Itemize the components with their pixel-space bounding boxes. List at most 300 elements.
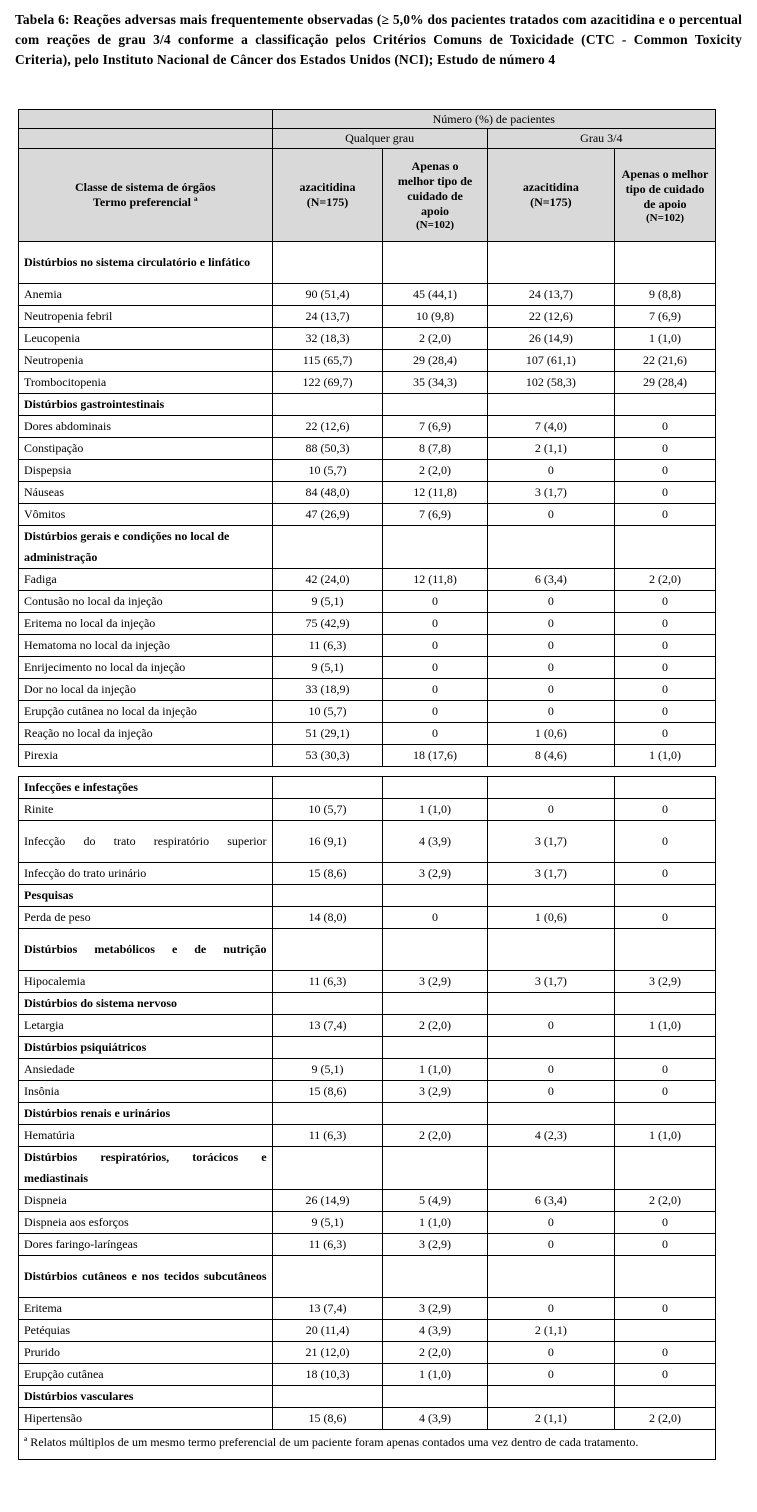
term-cell: Neutropenia febril <box>19 306 273 328</box>
header-corner-2 <box>19 129 273 149</box>
value-cell: 0 <box>614 460 715 482</box>
table-row <box>19 679 716 701</box>
value-cell: 12 (11,8) <box>383 569 487 591</box>
category-label: Distúrbios metabólicos e de nutrição <box>19 929 273 971</box>
value-cell: 0 <box>383 679 487 701</box>
value-cell: 10 (5,7) <box>272 460 383 482</box>
empty-cell <box>487 777 614 799</box>
value-cell: 4 (3,9) <box>383 1408 487 1430</box>
term-cell: Dores faringo-laríngeas <box>19 1234 273 1256</box>
empty-cell <box>383 242 487 284</box>
value-cell: 1 (0,6) <box>487 907 614 929</box>
value-cell: 0 <box>614 1081 715 1103</box>
header-bsc-g34 <box>614 149 715 242</box>
header-row-label-line1: Classe de sistema de órgãos <box>74 180 216 194</box>
category-row <box>19 929 716 971</box>
empty-cell <box>272 929 383 971</box>
header-aza-any <box>272 149 383 242</box>
category-row <box>19 1386 716 1408</box>
header-bsc-label: Apenas o melhor tipo de cuidado de apoio <box>621 166 709 211</box>
value-cell: 7 (6,9) <box>614 306 715 328</box>
table-row <box>19 821 716 863</box>
adverse-reactions-table-part-2 <box>18 776 716 1460</box>
value-cell: 0 <box>614 1059 715 1081</box>
empty-cell <box>614 929 715 971</box>
empty-cell <box>272 1103 383 1125</box>
value-cell: 22 (21,6) <box>614 350 715 372</box>
value-cell: 6 (3,4) <box>487 569 614 591</box>
value-cell: 0 <box>487 504 614 526</box>
table-row <box>19 1190 716 1212</box>
value-cell: 2 (2,0) <box>614 569 715 591</box>
value-cell: 84 (48,0) <box>272 482 383 504</box>
empty-cell <box>383 1256 487 1298</box>
empty-cell <box>487 885 614 907</box>
value-cell: 0 <box>614 635 715 657</box>
table-row <box>19 1125 716 1147</box>
table-row <box>19 1059 716 1081</box>
header-any-grade: Qualquer grau <box>272 129 487 149</box>
value-cell: 18 (10,3) <box>272 1364 383 1386</box>
term-cell: Dispneia aos esforços <box>19 1212 273 1234</box>
value-cell: 0 <box>614 613 715 635</box>
value-cell: 0 <box>614 591 715 613</box>
value-cell: 0 <box>383 657 487 679</box>
value-cell: 21 (12,0) <box>272 1342 383 1364</box>
category-label: Distúrbios gerais e condições no local de administração <box>19 526 273 569</box>
category-row <box>19 394 716 416</box>
value-cell: 122 (69,7) <box>272 372 383 394</box>
value-cell: 0 <box>487 1342 614 1364</box>
value-cell: 0 <box>487 657 614 679</box>
empty-cell <box>272 394 383 416</box>
header-grade-3-4: Grau 3/4 <box>487 129 715 149</box>
value-cell: 0 <box>614 821 715 863</box>
value-cell: 0 <box>614 907 715 929</box>
table-row <box>19 1408 716 1430</box>
value-cell: 0 <box>487 1081 614 1103</box>
value-cell: 2 (1,1) <box>487 438 614 460</box>
category-row <box>19 242 716 284</box>
value-cell: 51 (29,1) <box>272 723 383 745</box>
value-cell: 0 <box>487 635 614 657</box>
value-cell: 2 (1,1) <box>487 1408 614 1430</box>
value-cell: 9 (5,1) <box>272 657 383 679</box>
value-cell: 0 <box>487 1298 614 1320</box>
table-row <box>19 438 716 460</box>
category-row <box>19 885 716 907</box>
table-row <box>19 1234 716 1256</box>
value-cell: 9 (5,1) <box>272 1059 383 1081</box>
empty-cell <box>487 526 614 569</box>
table-row <box>19 416 716 438</box>
value-cell: 0 <box>614 1212 715 1234</box>
empty-cell <box>487 929 614 971</box>
value-cell: 3 (2,9) <box>614 971 715 993</box>
category-label: Distúrbios gastrointestinais <box>19 394 273 416</box>
empty-cell <box>614 1386 715 1408</box>
value-cell: 10 (9,8) <box>383 306 487 328</box>
empty-cell <box>272 777 383 799</box>
term-cell: Hipertensão <box>19 1408 273 1430</box>
value-cell: 0 <box>614 799 715 821</box>
value-cell: 5 (4,9) <box>383 1190 487 1212</box>
value-cell: 0 <box>614 1342 715 1364</box>
value-cell: 0 <box>614 482 715 504</box>
term-cell: Neutropenia <box>19 350 273 372</box>
value-cell: 0 <box>614 416 715 438</box>
value-cell: 26 (14,9) <box>272 1190 383 1212</box>
value-cell: 7 (6,9) <box>383 416 487 438</box>
table-row <box>19 1081 716 1103</box>
value-cell: 29 (28,4) <box>614 372 715 394</box>
category-row <box>19 1147 716 1190</box>
value-cell: 11 (6,3) <box>272 1234 383 1256</box>
empty-cell <box>383 526 487 569</box>
category-label: Distúrbios vasculares <box>19 1386 273 1408</box>
term-cell: Erupção cutânea <box>19 1364 273 1386</box>
empty-cell <box>614 1256 715 1298</box>
term-cell: Dispepsia <box>19 460 273 482</box>
category-row <box>19 1037 716 1059</box>
empty-cell <box>487 993 614 1015</box>
value-cell: 33 (18,9) <box>272 679 383 701</box>
header-row-label-line2: Termo preferencial ª <box>92 195 198 209</box>
term-cell: Letargia <box>19 1015 273 1037</box>
table-row <box>19 328 716 350</box>
empty-cell <box>383 1103 487 1125</box>
category-label: Distúrbios do sistema nervoso <box>19 993 273 1015</box>
value-cell: 0 <box>487 701 614 723</box>
value-cell: 1 (1,0) <box>383 799 487 821</box>
value-cell: 3 (1,7) <box>487 821 614 863</box>
value-cell: 45 (44,1) <box>383 284 487 306</box>
value-cell: 11 (6,3) <box>272 635 383 657</box>
value-cell: 0 <box>383 591 487 613</box>
value-cell: 4 (3,9) <box>383 1320 487 1342</box>
empty-cell <box>614 1147 715 1190</box>
value-cell: 1 (1,0) <box>614 328 715 350</box>
table-row <box>19 1212 716 1234</box>
term-cell: Prurido <box>19 1342 273 1364</box>
term-cell: Contusão no local da injeção <box>19 591 273 613</box>
value-cell: 47 (26,9) <box>272 504 383 526</box>
value-cell: 24 (13,7) <box>487 284 614 306</box>
header-bsc-n: (N=102) <box>416 219 455 231</box>
value-cell: 0 <box>614 657 715 679</box>
value-cell: 2 (1,1) <box>487 1320 614 1342</box>
value-cell: 0 <box>383 907 487 929</box>
header-aza-n: (N=175) <box>306 195 349 209</box>
table-row <box>19 350 716 372</box>
value-cell: 22 (12,6) <box>487 306 614 328</box>
term-cell: Pirexia <box>19 745 273 767</box>
empty-cell <box>487 1147 614 1190</box>
table-caption: Tabela 6: Reações adversas mais frequentemente observadas (≥ 5,0% dos pacientes tratados com azacitidina e o percentual com reações de grau 3/4 conforme a classificação pelos Critérios Comuns de Toxicidade (CTC - Common Toxicity Criteria), pelo Instituto Nacional de Câncer dos Estados Unidos (NCI); Estudo de número 4 <box>15 12 742 67</box>
empty-cell <box>487 1256 614 1298</box>
empty-cell <box>383 1386 487 1408</box>
value-cell: 11 (6,3) <box>272 971 383 993</box>
value-cell: 14 (8,0) <box>272 907 383 929</box>
empty-cell <box>272 993 383 1015</box>
table-row <box>19 635 716 657</box>
value-cell: 0 <box>487 1364 614 1386</box>
value-cell: 10 (5,7) <box>272 701 383 723</box>
value-cell: 0 <box>383 723 487 745</box>
term-cell: Dispneia <box>19 1190 273 1212</box>
term-cell: Insônia <box>19 1081 273 1103</box>
value-cell: 9 (8,8) <box>614 284 715 306</box>
term-cell: Dor no local da injeção <box>19 679 273 701</box>
term-cell: Constipação <box>19 438 273 460</box>
empty-cell <box>614 1103 715 1125</box>
table-row <box>19 657 716 679</box>
value-cell: 11 (6,3) <box>272 1125 383 1147</box>
term-cell: Infecção do trato urinário <box>19 863 273 885</box>
value-cell: 3 (1,7) <box>487 482 614 504</box>
value-cell: 53 (30,3) <box>272 745 383 767</box>
table-row <box>19 482 716 504</box>
header-corner <box>19 110 273 129</box>
value-cell: 90 (51,4) <box>272 284 383 306</box>
value-cell <box>614 1320 715 1342</box>
empty-cell <box>614 993 715 1015</box>
empty-cell <box>272 1037 383 1059</box>
empty-cell <box>487 1103 614 1125</box>
value-cell: 7 (4,0) <box>487 416 614 438</box>
term-cell: Hematoma no local da injeção <box>19 635 273 657</box>
value-cell: 3 (2,9) <box>383 971 487 993</box>
value-cell: 15 (8,6) <box>272 863 383 885</box>
category-label: Distúrbios renais e urinários <box>19 1103 273 1125</box>
empty-cell <box>614 394 715 416</box>
term-cell: Fadiga <box>19 569 273 591</box>
value-cell: 3 (2,9) <box>383 863 487 885</box>
table-row <box>19 569 716 591</box>
empty-cell <box>272 885 383 907</box>
value-cell: 0 <box>614 1298 715 1320</box>
value-cell: 6 (3,4) <box>487 1190 614 1212</box>
term-cell: Anemia <box>19 284 273 306</box>
value-cell: 1 (1,0) <box>383 1212 487 1234</box>
category-row <box>19 1256 716 1298</box>
value-cell: 2 (2,0) <box>383 328 487 350</box>
value-cell: 0 <box>614 1364 715 1386</box>
value-cell: 20 (11,4) <box>272 1320 383 1342</box>
empty-cell <box>383 929 487 971</box>
category-label: Distúrbios cutâneos e nos tecidos subcutâneos <box>19 1256 273 1298</box>
empty-cell <box>614 526 715 569</box>
empty-cell <box>614 1037 715 1059</box>
header-group: Número (%) de pacientes <box>272 110 715 129</box>
footnote: ª Relatos múltiplos de um mesmo termo preferencial de um paciente foram apenas contados uma vez dentro de cada tratamento. <box>19 1430 716 1460</box>
term-cell: Petéquias <box>19 1320 273 1342</box>
value-cell: 35 (34,3) <box>383 372 487 394</box>
value-cell: 0 <box>383 613 487 635</box>
table-row <box>19 504 716 526</box>
empty-cell <box>383 394 487 416</box>
value-cell: 3 (2,9) <box>383 1298 487 1320</box>
empty-cell <box>383 777 487 799</box>
value-cell: 2 (2,0) <box>614 1408 715 1430</box>
table-row <box>19 723 716 745</box>
category-label: Infecções e infestações <box>19 777 273 799</box>
value-cell: 13 (7,4) <box>272 1298 383 1320</box>
category-label: Distúrbios respiratórios, torácicos e mediastinais <box>19 1147 273 1190</box>
value-cell: 24 (13,7) <box>272 306 383 328</box>
value-cell: 4 (2,3) <box>487 1125 614 1147</box>
category-label: Distúrbios psiquiátricos <box>19 1037 273 1059</box>
value-cell: 4 (3,9) <box>383 821 487 863</box>
table-row <box>19 971 716 993</box>
value-cell: 0 <box>614 438 715 460</box>
term-cell: Náuseas <box>19 482 273 504</box>
header-aza-g34 <box>487 149 614 242</box>
value-cell: 0 <box>614 504 715 526</box>
value-cell: 0 <box>487 460 614 482</box>
header-aza-label: azacitidina <box>522 180 579 194</box>
table-1-body <box>19 242 716 767</box>
value-cell: 115 (65,7) <box>272 350 383 372</box>
term-cell: Eritema <box>19 1298 273 1320</box>
value-cell: 0 <box>487 1234 614 1256</box>
category-row <box>19 1103 716 1125</box>
header-bsc-n: (N=102) <box>645 211 685 224</box>
empty-cell <box>487 1037 614 1059</box>
table-row <box>19 306 716 328</box>
empty-cell <box>487 394 614 416</box>
table-row <box>19 1364 716 1386</box>
value-cell: 9 (5,1) <box>272 1212 383 1234</box>
term-cell: Rinite <box>19 799 273 821</box>
value-cell: 8 (4,6) <box>487 745 614 767</box>
term-cell: Erupção cutânea no local da injeção <box>19 701 273 723</box>
table-row <box>19 799 716 821</box>
adverse-reactions-table-part-1 <box>18 109 716 767</box>
category-row <box>19 526 716 569</box>
value-cell: 12 (11,8) <box>383 482 487 504</box>
value-cell: 1 (0,6) <box>487 723 614 745</box>
value-cell: 3 (1,7) <box>487 863 614 885</box>
value-cell: 0 <box>487 1212 614 1234</box>
value-cell: 0 <box>487 799 614 821</box>
value-cell: 75 (42,9) <box>272 613 383 635</box>
value-cell: 8 (7,8) <box>383 438 487 460</box>
empty-cell <box>272 526 383 569</box>
empty-cell <box>614 885 715 907</box>
value-cell: 107 (61,1) <box>487 350 614 372</box>
value-cell: 2 (2,0) <box>383 1015 487 1037</box>
value-cell: 3 (2,9) <box>383 1081 487 1103</box>
category-row <box>19 777 716 799</box>
header-aza-n: (N=175) <box>530 195 572 209</box>
value-cell: 0 <box>614 701 715 723</box>
table-row <box>19 863 716 885</box>
value-cell: 7 (6,9) <box>383 504 487 526</box>
value-cell: 0 <box>383 635 487 657</box>
table-2-body <box>19 777 716 1430</box>
table-row <box>19 1320 716 1342</box>
value-cell: 0 <box>487 679 614 701</box>
value-cell: 16 (9,1) <box>272 821 383 863</box>
table-row <box>19 372 716 394</box>
term-cell: Ansiedade <box>19 1059 273 1081</box>
value-cell: 9 (5,1) <box>272 591 383 613</box>
value-cell: 42 (24,0) <box>272 569 383 591</box>
value-cell: 29 (28,4) <box>383 350 487 372</box>
value-cell: 18 (17,6) <box>383 745 487 767</box>
value-cell: 0 <box>614 863 715 885</box>
value-cell: 32 (18,3) <box>272 328 383 350</box>
value-cell: 1 (1,0) <box>614 1015 715 1037</box>
header-row-label <box>19 149 273 242</box>
term-cell: Enrijecimento no local da injeção <box>19 657 273 679</box>
value-cell: 0 <box>614 1234 715 1256</box>
empty-cell <box>272 1386 383 1408</box>
term-cell: Perda de peso <box>19 907 273 929</box>
value-cell: 102 (58,3) <box>487 372 614 394</box>
table-row <box>19 701 716 723</box>
value-cell: 0 <box>383 701 487 723</box>
value-cell: 0 <box>487 1015 614 1037</box>
value-cell: 1 (1,0) <box>614 745 715 767</box>
value-cell: 2 (2,0) <box>383 460 487 482</box>
term-cell: Vômitos <box>19 504 273 526</box>
header-aza-label: azacitidina <box>299 180 356 194</box>
value-cell: 2 (2,0) <box>383 1342 487 1364</box>
empty-cell <box>383 1037 487 1059</box>
empty-cell <box>614 242 715 284</box>
term-cell: Hipocalemia <box>19 971 273 993</box>
value-cell: 13 (7,4) <box>272 1015 383 1037</box>
table-row <box>19 1015 716 1037</box>
value-cell: 88 (50,3) <box>272 438 383 460</box>
value-cell: 3 (1,7) <box>487 971 614 993</box>
empty-cell <box>487 1386 614 1408</box>
value-cell: 1 (1,0) <box>383 1364 487 1386</box>
value-cell: 2 (2,0) <box>383 1125 487 1147</box>
empty-cell <box>272 1256 383 1298</box>
value-cell: 0 <box>614 723 715 745</box>
value-cell: 0 <box>487 1059 614 1081</box>
term-cell: Leucopenia <box>19 328 273 350</box>
term-cell: Dores abdominais <box>19 416 273 438</box>
category-row <box>19 993 716 1015</box>
value-cell: 15 (8,6) <box>272 1081 383 1103</box>
value-cell: 1 (1,0) <box>614 1125 715 1147</box>
header-bsc-any <box>383 149 487 242</box>
term-cell: Eritema no local da injeção <box>19 613 273 635</box>
empty-cell <box>487 242 614 284</box>
value-cell: 26 (14,9) <box>487 328 614 350</box>
empty-cell <box>383 993 487 1015</box>
value-cell: 0 <box>487 613 614 635</box>
value-cell: 22 (12,6) <box>272 416 383 438</box>
table-row <box>19 613 716 635</box>
table-row <box>19 460 716 482</box>
value-cell: 3 (2,9) <box>383 1234 487 1256</box>
category-label: Pesquisas <box>19 885 273 907</box>
value-cell: 10 (5,7) <box>272 799 383 821</box>
table-row <box>19 745 716 767</box>
table-row <box>19 591 716 613</box>
table-row <box>19 284 716 306</box>
value-cell: 15 (8,6) <box>272 1408 383 1430</box>
table-row <box>19 1342 716 1364</box>
header-bsc-label: Apenas o melhor tipo de cuidado de apoio <box>397 159 473 218</box>
term-cell: Reação no local da injeção <box>19 723 273 745</box>
value-cell: 0 <box>487 591 614 613</box>
